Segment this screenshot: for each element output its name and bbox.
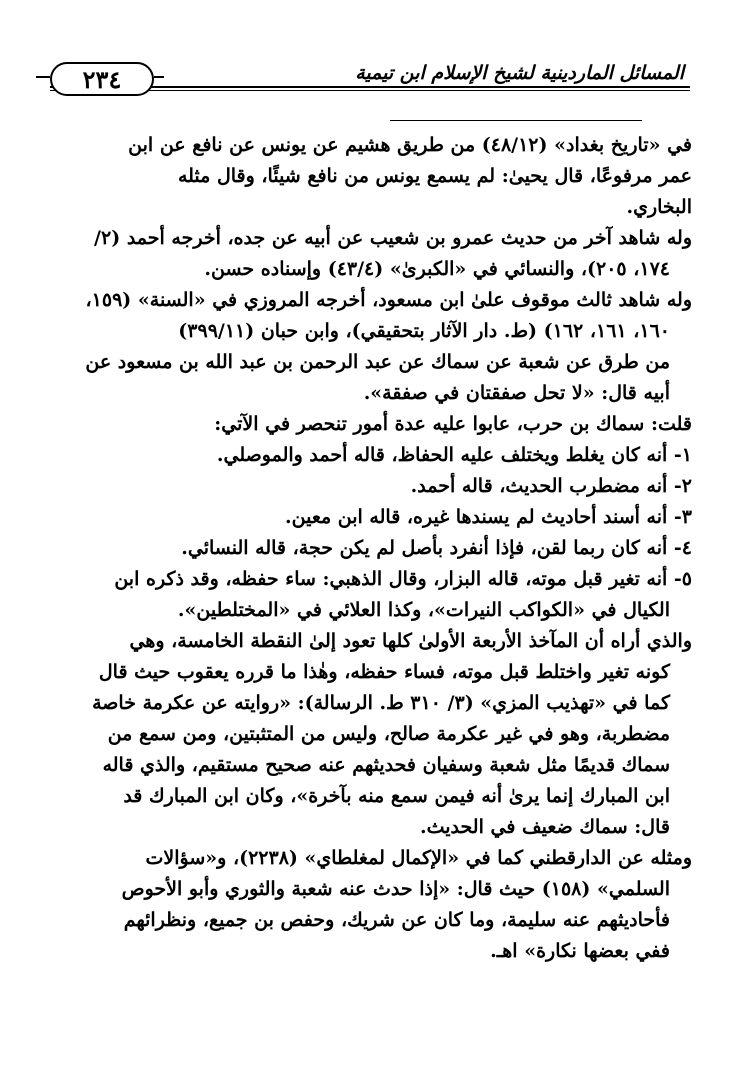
badge-ornament-right xyxy=(154,76,164,78)
list-item: ٣- أنه أسند أحاديث لم يسندها غيره، قاله ابن معين. xyxy=(285,506,692,528)
paragraph-third-witness xyxy=(52,285,692,409)
text-line: كونه تغير واختلط قبل موته، فساء حفظه، وهٰذا ما قرره يعقوب حيث قال xyxy=(98,661,670,683)
text-line: في «تاريخ بغداد» (٤٨/١٢) من طريق هشيم عن يونس عن نافع عن ابن xyxy=(128,134,692,156)
text-line: من طرق عن شعبة عن سماك عن عبد الرحمن بن عبد الله بن مسعود عن xyxy=(85,351,670,373)
list-item: ١- أنه كان يغلط ويختلف عليه الحفاظ، قاله أحمد والموصلي. xyxy=(216,444,692,466)
text-line: وله شاهد ثالث موقوف علىٰ ابن مسعود، أخرجه المروزي في «السنة» (١٥٩، xyxy=(85,289,692,311)
paragraph-opinion xyxy=(52,626,692,843)
paragraph-second-witness xyxy=(52,223,692,285)
text-line: كما في «تهذيب المزي» (٣/ ٣١٠ ط. الرسالة): «روايته عن عكرمة خاصة xyxy=(92,692,670,714)
text-line: قال: سماك ضعيف في الحديث. xyxy=(420,816,670,838)
text-line: وله شاهد آخر من حديث عمرو بن شعيب عن أبيه عن جده، أخرجه أحمد (٢/ xyxy=(94,227,692,249)
page-number: ٢٣٤ xyxy=(50,62,154,96)
list-item: ٤- أنه كان ربما لقن، فإذا أنفرد بأصل لم يكن حجة، قاله النسائي. xyxy=(181,537,692,559)
footnote-body xyxy=(52,130,692,967)
text-line: ١٧٤، ٢٠٥)، والنسائي في «الكبرىٰ» (٤٣/٤) وإسناده حسن. xyxy=(204,258,670,280)
text-line: ابن المبارك إنما يرىٰ أنه فيمن سمع منه بآخرة»، وكان ابن المبارك قد xyxy=(123,785,670,807)
text-line: أبيه قال: «لا تحل صفقتان في صفقة». xyxy=(363,382,670,404)
list-item: ٢- أنه مضطرب الحديث، قاله أحمد. xyxy=(410,475,692,497)
text-line: ومثله عن الدارقطني كما في «الإكمال لمغلطاي» (٢٢٣٨)، و«سؤالات xyxy=(145,847,692,869)
numbered-list xyxy=(52,440,692,626)
page-header xyxy=(50,56,690,100)
text-line: السلمي» (١٥٨) حيث قال: «إذا حدث عنه شعبة والثوري وأبو الأحوص xyxy=(121,878,670,900)
paragraph-tarikh xyxy=(52,130,692,223)
paragraph-daraqutni xyxy=(52,843,692,967)
list-item: ٥- أنه تغير قبل موته، قاله البزار، وقال الذهبي: ساء حفظه، وقد ذكره ابن xyxy=(114,568,692,590)
paragraph-qultu xyxy=(52,409,692,440)
footnote-separator xyxy=(390,120,642,121)
text-line: عمر مرفوعًا، قال يحيىٰ: لم يسمع يونس من نافع شيئًا، وقال مثله xyxy=(177,165,692,187)
text-line: قلت: سماك بن حرب، عابوا عليه عدة أمور تنحصر في الآتي: xyxy=(214,413,692,435)
list-item-continued: الكيال في «الكواكب النيرات»، وكذا العلائي في «المختلطين». xyxy=(177,599,670,621)
running-title: المسائل الماردينية لشيخ الإسلام ابن تيمية xyxy=(170,62,690,84)
text-line: فأحاديثهم عنه سليمة، وما كان عن شريك، وحفص بن جميع، ونظرائهم xyxy=(123,909,670,931)
text-line: ١٦٠، ١٦١، ١٦٢) (ط. دار الآثار بتحقيقي)، وابن حبان (٣٩٩/١١) xyxy=(178,320,670,342)
text-line: سماك قديمًا مثل شعبة وسفيان فحديثهم عنه صحيح مستقيم، والذي قاله xyxy=(102,754,670,776)
text-line: ففي بعضها نكارة» اهـ. xyxy=(490,940,670,962)
text-line: البخاري. xyxy=(626,196,692,218)
badge-ornament-left xyxy=(36,76,50,78)
text-line: مضطربة، وهو في غير عكرمة صالح، وليس من المتثبتين، ومن سمع من xyxy=(107,723,670,745)
text-line: والذي أراه أن المآخذ الأربعة الأولىٰ كلها تعود إلىٰ النقطة الخامسة، وهي xyxy=(129,630,692,652)
